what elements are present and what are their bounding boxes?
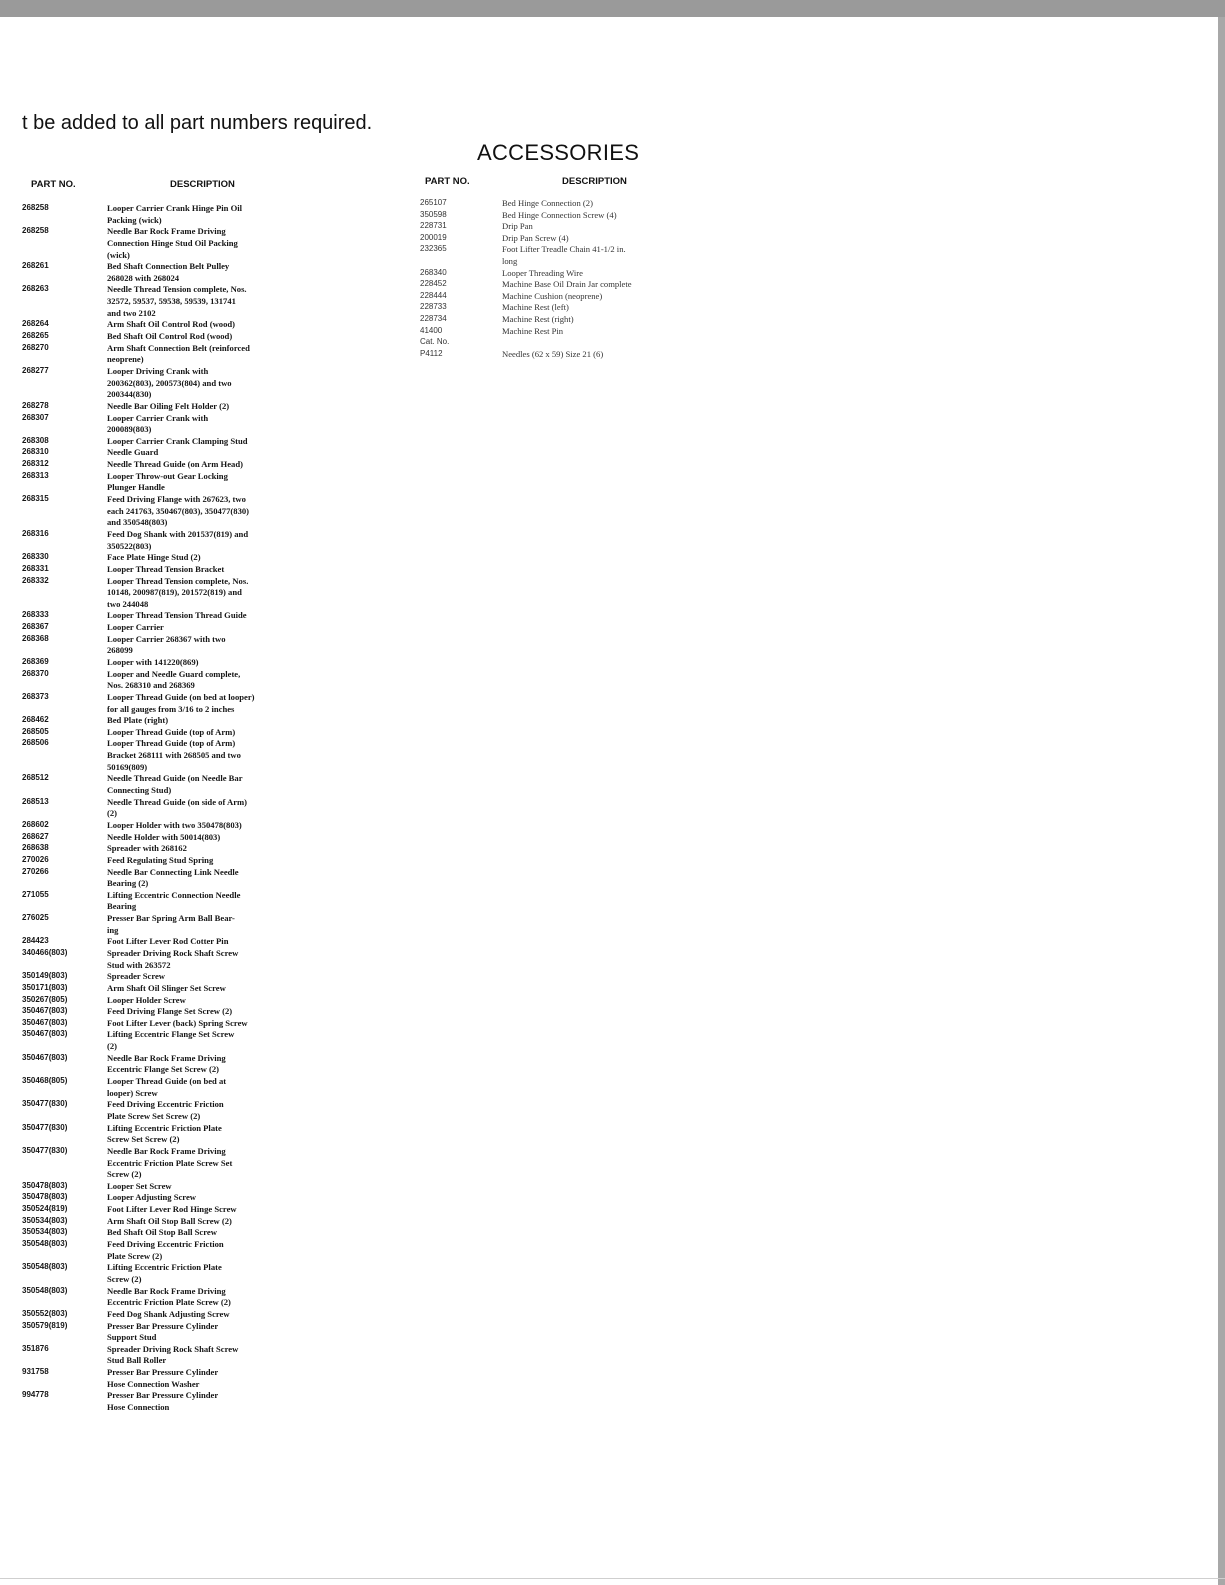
part-description: Plunger Handle (107, 482, 165, 493)
part-description: Presser Bar Spring Arm Ball Bear- (107, 913, 235, 924)
part-description: 268099 (107, 645, 133, 656)
part-number: 268264 (22, 319, 49, 329)
part-description: 10148, 200987(819), 201572(819) and (107, 587, 242, 598)
part-description: Needle Bar Rock Frame Driving (107, 1285, 226, 1296)
part-description: Machine Cushion (neoprene) (502, 290, 603, 301)
part-description: Arm Shaft Oil Stop Ball Screw (2) (107, 1215, 232, 1226)
part-description: Feed Regulating Stud Spring (107, 854, 214, 865)
part-description: Screw (2) (107, 1169, 142, 1180)
part-description: Needle Bar Oiling Felt Holder (2) (107, 400, 230, 411)
part-description: Looper Carrier Crank with (107, 412, 209, 423)
part-description: (wick) (107, 249, 130, 260)
part-description: Looper Threading Wire (502, 267, 583, 278)
part-number: 228733 (420, 302, 447, 312)
part-number: 271055 (22, 889, 49, 899)
part-description: 200344(830) (107, 389, 152, 400)
part-description: Presser Bar Pressure Cylinder (107, 1367, 219, 1378)
part-number: 268638 (22, 843, 49, 853)
accessories-description-header: DESCRIPTION (562, 176, 627, 187)
part-number: 268258 (22, 226, 49, 236)
part-number: 268370 (22, 668, 49, 678)
part-description: Foot Lifter Lever Rod Cotter Pin (107, 936, 229, 947)
part-number: 268512 (22, 773, 49, 783)
part-number: 268263 (22, 284, 49, 294)
part-description: Bed Shaft Connection Belt Pulley (107, 261, 230, 272)
part-number: 994778 (22, 1390, 49, 1400)
part-description: Machine Rest (right) (502, 313, 574, 324)
part-description: Looper with 141220(869) (107, 656, 199, 667)
part-description: Spreader Driving Rock Shaft Screw (107, 948, 239, 958)
part-description: Needles (62 x 59) Size 21 (6) (502, 348, 604, 359)
part-description: (2) (107, 808, 118, 819)
part-description: Screw Set Screw (2) (107, 1134, 180, 1145)
part-description: Support Stud (107, 1332, 157, 1343)
part-description: 350522(803) (107, 540, 152, 551)
part-number: 268368 (22, 633, 49, 643)
part-number: 350598 (420, 209, 447, 219)
main-part-no-header: PART NO. (31, 179, 76, 190)
part-description: Needle Bar Connecting Link Needle (107, 866, 239, 877)
part-number: 350467(803) (22, 1017, 68, 1027)
part-description: Lifting Eccentric Friction Plate (107, 1122, 222, 1133)
part-number: 265107 (420, 198, 447, 207)
part-description: Connecting Stud) (107, 785, 172, 796)
part-number: 268277 (22, 365, 49, 375)
part-number: 350524(819) (22, 1204, 68, 1214)
part-number: 350477(830) (22, 1099, 68, 1109)
part-number: P4112 (420, 348, 443, 358)
part-description: Presser Bar Pressure Cylinder (107, 1320, 219, 1331)
part-description: Looper and Needle Guard complete, (107, 668, 241, 679)
part-description: Feed Driving Eccentric Friction (107, 1099, 224, 1110)
part-number: 268333 (22, 610, 49, 620)
part-description: Bed Hinge Connection Screw (4) (502, 209, 617, 220)
part-number: 350548(803) (22, 1262, 68, 1272)
part-description: for all gauges from 3/16 to 2 inches (107, 703, 235, 714)
part-number: 268367 (22, 622, 49, 632)
part-description: Plate Screw Set Screw (2) (107, 1110, 201, 1121)
part-description: Plate Screw (2) (107, 1250, 163, 1261)
part-number: 270026 (22, 854, 49, 864)
part-description: Looper Thread Guide (on bed at looper) (107, 691, 255, 702)
part-number: 351876 (22, 1343, 49, 1353)
part-description: Looper Set Screw (107, 1180, 172, 1191)
part-description: Looper Holder Screw (107, 994, 186, 1005)
part-number: 268278 (22, 400, 49, 410)
part-description: looper) Screw (107, 1087, 158, 1098)
accessories-part-no-header: PART NO. (425, 176, 470, 187)
part-description: Bed Shaft Oil Stop Ball Screw (107, 1227, 217, 1238)
part-number: 268369 (22, 656, 49, 666)
part-description: Looper Thread Tension Thread Guide (107, 610, 247, 621)
part-description: Stud with 263572 (107, 959, 171, 970)
part-description: Looper Throw-out Gear Locking (107, 470, 228, 481)
part-description: Bed Hinge Connection (2) (502, 198, 593, 208)
part-description: Foot Lifter Treadle Chain 41-1/2 in. (502, 244, 626, 255)
part-description: 200089(803) (107, 424, 152, 435)
part-number: 228452 (420, 279, 447, 289)
part-number: 268505 (22, 726, 49, 736)
part-number: 268313 (22, 470, 49, 480)
part-description: Bed Plate (right) (107, 715, 169, 726)
part-description: Foot Lifter Lever (back) Spring Screw (107, 1017, 248, 1028)
part-number: 350468(805) (22, 1076, 68, 1086)
part-number: 268308 (22, 435, 49, 445)
part-description: Face Plate Hinge Stud (2) (107, 552, 201, 563)
part-description: Bracket 268111 with 268505 and two (107, 750, 241, 761)
part-description: Needle Thread Tension complete, Nos. (107, 284, 247, 295)
part-description: Looper Driving Crank with (107, 365, 209, 376)
part-description: Bearing (2) (107, 878, 149, 889)
part-description: Feed Dog Shank with 201537(819) and (107, 528, 249, 539)
part-description: Machine Rest (left) (502, 302, 569, 313)
part-number: 268258 (22, 203, 49, 212)
part-description: Hose Connection (107, 1401, 170, 1412)
part-number: 268315 (22, 494, 49, 504)
part-description: Eccentric Friction Plate Screw Set (107, 1157, 233, 1168)
part-number: 228734 (420, 313, 447, 323)
part-description: Needle Thread Guide (on Arm Head) (107, 459, 243, 470)
scan-bottom-edge (0, 1578, 1225, 1579)
part-description: Spreader Screw (107, 971, 166, 982)
part-description: each 241763, 350467(803), 350477(830) (107, 505, 250, 516)
part-description: Looper Holder with two 350478(803) (107, 819, 242, 830)
part-number: 931758 (22, 1367, 49, 1377)
part-description: Needle Bar Rock Frame Driving (107, 1052, 226, 1063)
part-description: Needle Thread Guide (on Needle Bar (107, 773, 243, 784)
part-description: and two 2102 (107, 307, 156, 318)
part-number: 276025 (22, 913, 49, 923)
part-description: Needle Bar Rock Frame Driving (107, 226, 226, 237)
part-description: neoprene) (107, 354, 144, 365)
part-description: Presser Bar Pressure Cylinder (107, 1390, 219, 1401)
part-description: Looper Carrier 268367 with two (107, 633, 226, 644)
part-description: Needle Thread Guide (on side of Arm) (107, 796, 248, 807)
part-description: Machine Rest Pin (502, 325, 564, 336)
part-description: Looper Adjusting Screw (107, 1192, 196, 1203)
part-number: 350267(805) (22, 994, 68, 1004)
part-number: 350534(803) (22, 1227, 68, 1237)
part-description: Looper Carrier (107, 622, 164, 633)
part-number: 340466(803) (22, 948, 68, 957)
part-description: Needle Guard (107, 447, 159, 458)
part-number: 350478(803) (22, 1180, 68, 1190)
part-number: 268602 (22, 819, 49, 829)
part-number: 268316 (22, 528, 49, 538)
part-description: Looper Carrier Crank Clamping Stud (107, 435, 248, 446)
part-number: 350579(819) (22, 1320, 68, 1330)
part-description: Eccentric Flange Set Screw (2) (107, 1064, 219, 1075)
part-number: 268312 (22, 459, 49, 469)
part-description: Looper Thread Guide (on bed at (107, 1076, 227, 1087)
scan-top-edge (0, 0, 1225, 17)
part-description: Looper Thread Guide (top of Arm) (107, 726, 236, 737)
part-description: Lifting Eccentric Flange Set Screw (107, 1029, 235, 1040)
part-number: 268506 (22, 738, 49, 748)
part-description: Lifting Eccentric Connection Needle (107, 889, 241, 900)
part-number: 284423 (22, 936, 49, 946)
part-number: 350548(803) (22, 1239, 68, 1249)
part-description: Feed Driving Eccentric Friction (107, 1239, 224, 1250)
part-description: Bed Shaft Oil Control Rod (wood) (107, 331, 233, 342)
part-number: 350534(803) (22, 1215, 68, 1225)
part-description: Needle Holder with 50014(803) (107, 831, 221, 842)
part-description: Looper Thread Guide (top of Arm) (107, 738, 236, 749)
part-number: 268627 (22, 831, 49, 841)
part-description: Drip Pan Screw (4) (502, 232, 569, 243)
part-description: Spreader with 268162 (107, 843, 187, 854)
part-description: Screw (2) (107, 1273, 142, 1284)
part-number: 268331 (22, 563, 49, 573)
part-description: 32572, 59537, 59538, 59539, 131741 (107, 296, 236, 307)
part-number: 268332 (22, 575, 49, 585)
part-description: two 244048 (107, 598, 149, 609)
part-number: 350477(830) (22, 1145, 68, 1155)
part-description: 50169(809) (107, 761, 148, 772)
part-description: Arm Shaft Oil Slinger Set Screw (107, 982, 226, 993)
part-description: Nos. 268310 and 268369 (107, 680, 195, 691)
part-number: 268513 (22, 796, 49, 806)
part-description: 200362(803), 200573(804) and two (107, 377, 232, 388)
part-description: Eccentric Friction Plate Screw (2) (107, 1297, 231, 1308)
part-description: ing (107, 924, 119, 935)
part-number: 350467(803) (22, 1029, 68, 1039)
part-description: Looper Carrier Crank Hinge Pin Oil (107, 203, 243, 213)
part-description: Needle Bar Rock Frame Driving (107, 1145, 226, 1156)
part-description: Lifting Eccentric Friction Plate (107, 1262, 222, 1273)
part-description: Feed Dog Shank Adjusting Screw (107, 1308, 230, 1319)
part-description: Stud Ball Roller (107, 1355, 167, 1366)
part-description: Arm Shaft Connection Belt (reinforced (107, 342, 250, 353)
part-number: 228731 (420, 221, 447, 231)
part-number: 268373 (22, 691, 49, 701)
part-number: 268270 (22, 342, 49, 352)
part-description: Foot Lifter Lever Rod Hinge Screw (107, 1204, 237, 1215)
part-description: Hose Connection Washer (107, 1378, 200, 1389)
part-number: 268307 (22, 412, 49, 422)
part-number: 350171(803) (22, 982, 68, 992)
part-description: Looper Thread Tension complete, Nos. (107, 575, 249, 586)
part-number: 268265 (22, 331, 49, 341)
part-number: 270266 (22, 866, 49, 876)
part-number: 350149(803) (22, 971, 68, 981)
part-number: 200019 (420, 232, 447, 242)
part-number: 268310 (22, 447, 49, 457)
part-number: 232365 (420, 244, 447, 254)
part-number: 350467(803) (22, 1006, 68, 1016)
part-description: Feed Driving Flange with 267623, two (107, 494, 246, 505)
part-number: 41400 (420, 325, 443, 335)
part-description: Feed Driving Flange Set Screw (2) (107, 1006, 233, 1017)
part-number: 228444 (420, 290, 447, 300)
part-number: 268330 (22, 552, 49, 562)
part-description: 268028 with 268024 (107, 272, 180, 283)
part-description: long (502, 255, 518, 266)
part-number: Cat. No. (420, 337, 450, 347)
part-description: Looper Thread Tension Bracket (107, 563, 225, 574)
part-description: and 350548(803) (107, 517, 168, 528)
part-description: (2) (107, 1041, 118, 1052)
part-number: 350477(830) (22, 1122, 68, 1132)
part-number: 350467(803) (22, 1052, 68, 1062)
accessories-title: ACCESSORIES (477, 140, 640, 165)
part-description: Bearing (107, 901, 137, 912)
part-number: 268261 (22, 261, 49, 271)
part-number: 350478(803) (22, 1192, 68, 1202)
scan-right-edge (1218, 17, 1225, 1585)
main-description-header: DESCRIPTION (170, 179, 235, 190)
part-number: 350552(803) (22, 1308, 68, 1318)
part-number: 350548(803) (22, 1285, 68, 1295)
part-number: 268462 (22, 715, 49, 725)
part-description: Spreader Driving Rock Shaft Screw (107, 1343, 239, 1354)
part-description: Packing (wick) (107, 214, 162, 225)
part-description: Drip Pan (502, 221, 533, 232)
part-description: Machine Base Oil Drain Jar complete (502, 279, 632, 290)
part-description: Connection Hinge Stud Oil Packing (107, 237, 238, 248)
part-number: 268340 (420, 267, 447, 277)
page-headline: t be added to all part numbers required. (22, 112, 373, 134)
part-description: Arm Shaft Oil Control Rod (wood) (107, 319, 236, 330)
